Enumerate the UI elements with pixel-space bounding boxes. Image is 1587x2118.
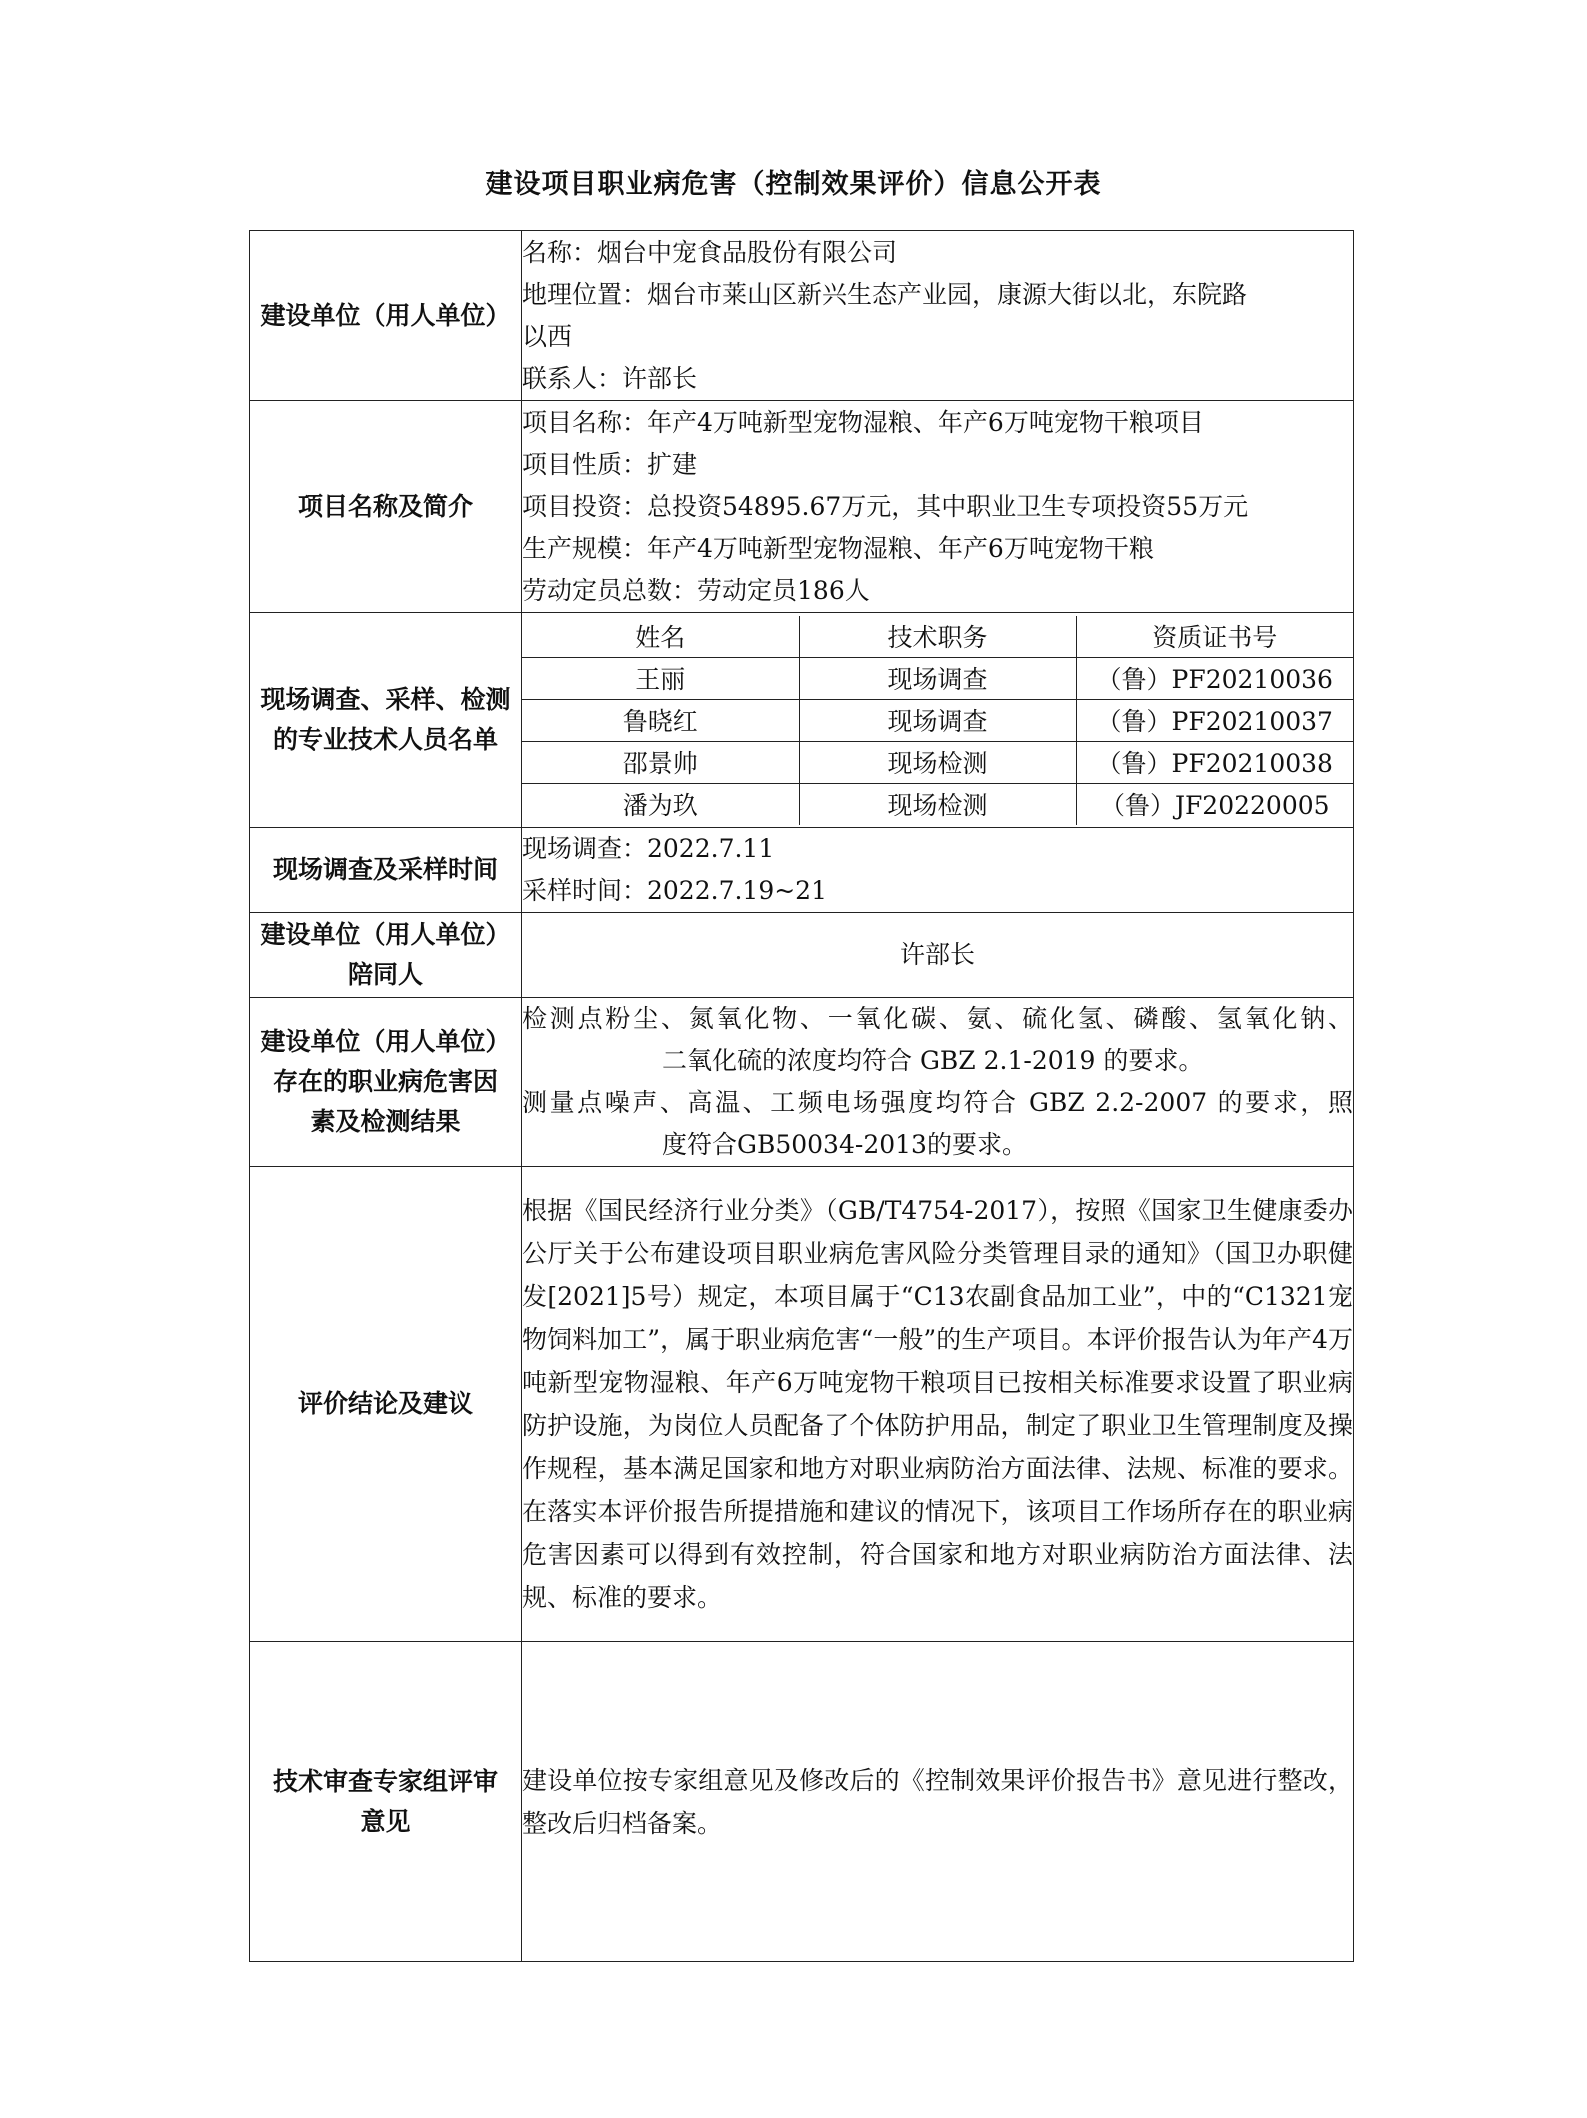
staff-name: 鲁晓红 <box>522 699 799 741</box>
project-scale: 生产规模：年产4万吨新型宠物湿粮、年产6万吨宠物干粮 <box>522 533 1154 563</box>
row-survey-time <box>250 828 1354 913</box>
project-name: 项目名称：年产4万吨新型宠物湿粮、年产6万吨宠物干粮项目 <box>522 407 1204 437</box>
hazards-p2-l1: 测量点噪声、高温、工频电场强度均符合 GBZ 2.2-2007 的要求，照 <box>522 1088 1353 1117</box>
staff-name: 王丽 <box>522 657 799 699</box>
companion-label-l1: 建设单位（用人单位） <box>260 920 511 949</box>
expert-label-l1: 技术审查专家组评审 <box>272 1766 498 1796</box>
page-title: 建设项目职业病危害（控制效果评价）信息公开表 <box>485 169 1102 200</box>
staff-header-row <box>522 616 1353 658</box>
info-table <box>249 230 1354 1962</box>
staff-title: 现场检测 <box>799 783 1076 825</box>
unit-contact: 联系人：许部长 <box>522 363 698 393</box>
expert-label-l2: 意见 <box>360 1806 411 1836</box>
hazards-p1-l1: 检测点粉尘、氮氧化物、一氧化碳、氨、硫化氢、磷酸、氢氧化钠、 <box>522 1004 1353 1033</box>
hazards-label <box>250 998 522 1167</box>
row-project <box>250 401 1354 613</box>
expert-label <box>250 1642 522 1962</box>
staff-header-cert: 资质证书号 <box>1076 616 1353 658</box>
hazards-p2-l2: 度符合GB50034-2013的要求。 <box>662 1130 1027 1159</box>
staff-title: 现场调查 <box>799 699 1076 741</box>
survey-time-label: 现场调查及采样时间 <box>250 828 522 913</box>
hazards-value <box>522 998 1354 1167</box>
companion-label-l2: 陪同人 <box>347 960 423 989</box>
staff-title: 现场检测 <box>799 741 1076 783</box>
staff-name: 邵景帅 <box>522 741 799 783</box>
survey-date: 现场调查：2022.7.11 <box>522 834 775 863</box>
project-investment: 项目投资：总投资54895.67万元，其中职业卫生专项投资55万元 <box>522 491 1249 521</box>
unit-name: 名称：烟台中宠食品股份有限公司 <box>522 237 898 267</box>
project-value <box>522 401 1354 613</box>
staff-title: 现场调查 <box>799 657 1076 699</box>
companion-label <box>250 913 522 998</box>
conclusion-text: 根据《国民经济行业分类》（GB/T4754-2017），按照《国家卫生健康委办公厅关于公布建设项目职业病危害风险分类管理目录的通知》（国卫办职健发[2021]5号）规定，本项目属于“C13农副食品加工业”，中的“C1321宠物饲料加工”，属于职业病危害“一般”的生产项目。本评价报告认为年产4万吨新型宠物湿粮、年产6万吨宠物干粮项目已按相关标准要求设置了职业病防护设施，为岗位人员配备了个体防护用品，制定了职业卫生管理制度及操作规程，基本满足国家和地方对职业病防治方面法律、法规、标准的要求。在落实本评价报告所提措施和建议的情况下，该项目工作场所存在的职业病危害因素可以得到有效控制，符合国家和地方对职业病防治方面法律、法规、标准的要求。 <box>522 1167 1354 1642</box>
unit-label: 建设单位（用人单位） <box>250 231 522 401</box>
row-hazards <box>250 998 1354 1167</box>
row-expert <box>250 1642 1354 1962</box>
staff-header-name: 姓名 <box>522 616 799 658</box>
project-staff: 劳动定员总数：劳动定员186人 <box>522 575 870 605</box>
staff-cert: （鲁）PF20210038 <box>1076 741 1353 783</box>
staff-row <box>522 657 1353 699</box>
project-nature: 项目性质：扩建 <box>522 449 698 479</box>
hazards-label-l2: 存在的职业病危害因 <box>272 1067 498 1096</box>
staff-row <box>522 699 1353 741</box>
survey-staff-label <box>250 613 522 828</box>
conclusion-label: 评价结论及建议 <box>250 1167 522 1642</box>
unit-value <box>522 231 1354 401</box>
companion-value: 许部长 <box>522 913 1354 998</box>
staff-row <box>522 783 1353 825</box>
staff-row <box>522 741 1353 783</box>
row-companion <box>250 913 1354 998</box>
hazards-label-l3: 素及检测结果 <box>310 1107 461 1136</box>
survey-staff-cell <box>522 613 1354 828</box>
sampling-date: 采样时间：2022.7.19~21 <box>522 876 827 905</box>
expert-value: 建设单位按专家组意见及修改后的《控制效果评价报告书》意见进行整改，整改后归档备案。 <box>522 1642 1354 1962</box>
row-conclusion <box>250 1167 1354 1642</box>
unit-address-l2: 以西 <box>522 321 573 351</box>
survey-staff-label-l1: 现场调查、采样、检测 <box>260 685 511 714</box>
row-unit <box>250 231 1354 401</box>
staff-header-title: 技术职务 <box>799 616 1076 658</box>
hazards-label-l1: 建设单位（用人单位） <box>260 1027 511 1056</box>
survey-time-value <box>522 828 1354 913</box>
hazards-p1-l2: 二氧化硫的浓度均符合 GBZ 2.1-2019 的要求。 <box>662 1046 1204 1075</box>
survey-staff-label-l2: 的专业技术人员名单 <box>272 725 498 754</box>
row-survey-staff <box>250 613 1354 828</box>
staff-cert: （鲁）PF20210037 <box>1076 699 1353 741</box>
project-label: 项目名称及简介 <box>250 401 522 613</box>
staff-cert: （鲁）PF20210036 <box>1076 657 1353 699</box>
staff-name: 潘为玖 <box>522 783 799 825</box>
unit-address-l1: 地理位置：烟台市莱山区新兴生态产业园，康源大街以北，东院路 <box>522 279 1248 309</box>
staff-cert: （鲁）JF20220005 <box>1076 783 1353 825</box>
staff-table <box>522 616 1353 825</box>
